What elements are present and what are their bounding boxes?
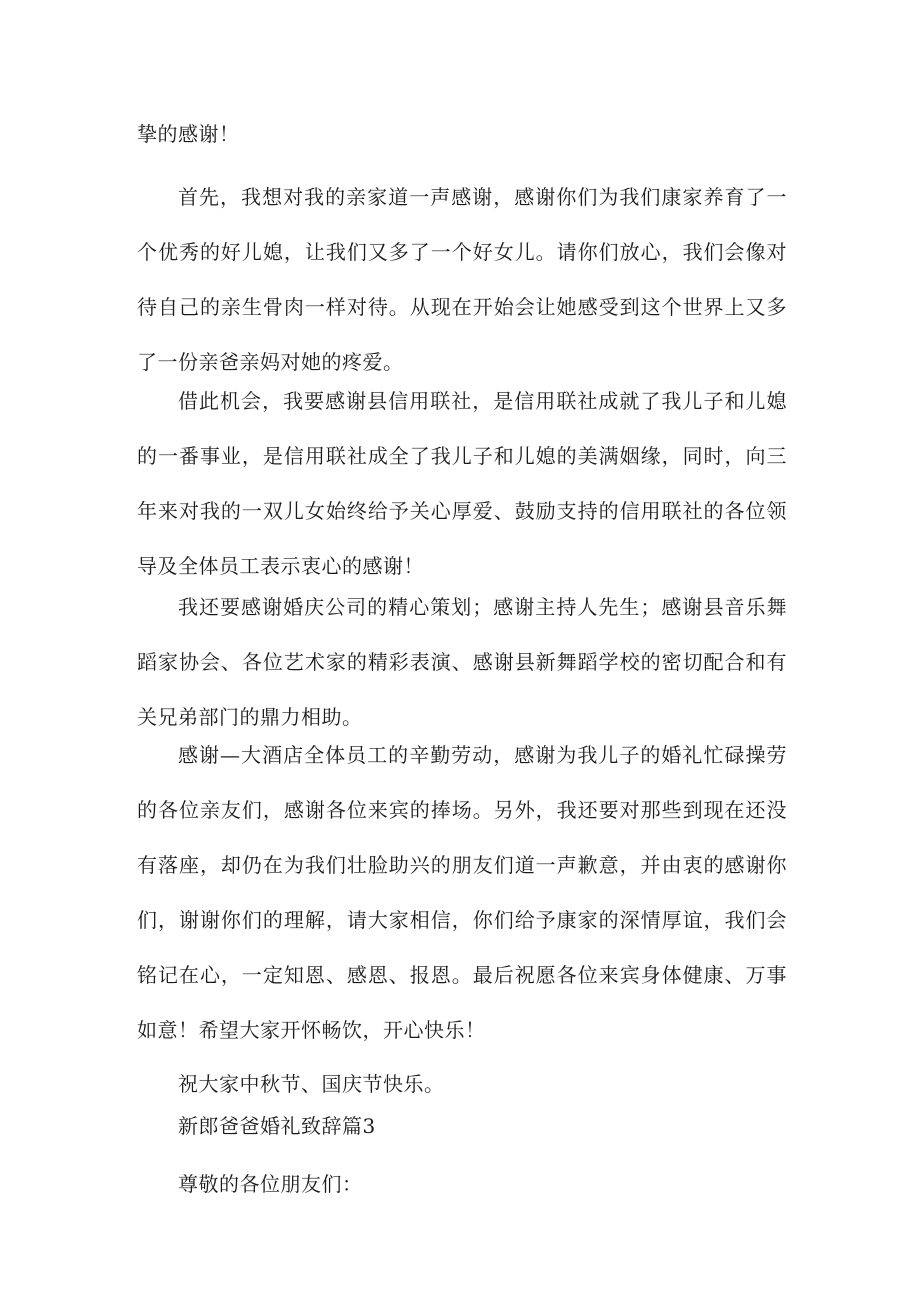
paragraph-thanks-in-laws: 首先，我想对我的亲家道一声感谢，感谢你们为我们康家养育了一个优秀的好儿媳，让我们又多了一个好女儿。请你们放心，我们会像对待自己的亲生骨肉一样对待。从现在开始会让她感受到这个世界上又多了一份亲爸亲妈对她的疼爱。 — [137, 185, 787, 374]
section-title: 新郎爸爸婚礼致辞篇3 — [178, 1114, 376, 1138]
paragraph-continuation: 挚的感谢！ — [137, 122, 240, 146]
paragraph-thanks-hotel-guests: 感谢—大酒店全体员工的辛勤劳动，感谢为我儿子的婚礼忙碌操劳的各位亲友们，感谢各位来宾的捧场。另外，我还要对那些到现在还没有落座，却仍在为我们壮脸助兴的朋友们道一声歉意，并由衷的感谢你们，谢谢你们的理解，请大家相信，你们给予康家的深情厚谊，我们会铭记在心，一定知恩、感恩、报恩。最后祝愿各位来宾身体健康、万事如意！希望大家开怀畅饮，开心快乐！ — [137, 743, 787, 1042]
paragraph-thanks-wedding-company: 我还要感谢婚庆公司的精心策划；感谢主持人先生；感谢县音乐舞蹈家协会、各位艺术家的精彩表演、感谢县新舞蹈学校的密切配合和有关兄弟部门的鼎力相助。 — [137, 595, 787, 729]
closing-wish: 祝大家中秋节、国庆节快乐。 — [178, 1072, 445, 1096]
salutation: 尊敬的各位朋友们： — [178, 1172, 363, 1196]
paragraph-thanks-credit-union: 借此机会，我要感谢县信用联社，是信用联社成就了我儿子和儿媳的一番事业，是信用联社成全了我儿子和儿媳的美满姻缘，同时，向三年来对我的一双儿女始终给予关心厚爱、鼓励支持的信用联社的各位领导及全体员工表示衷心的感谢！ — [137, 389, 787, 578]
